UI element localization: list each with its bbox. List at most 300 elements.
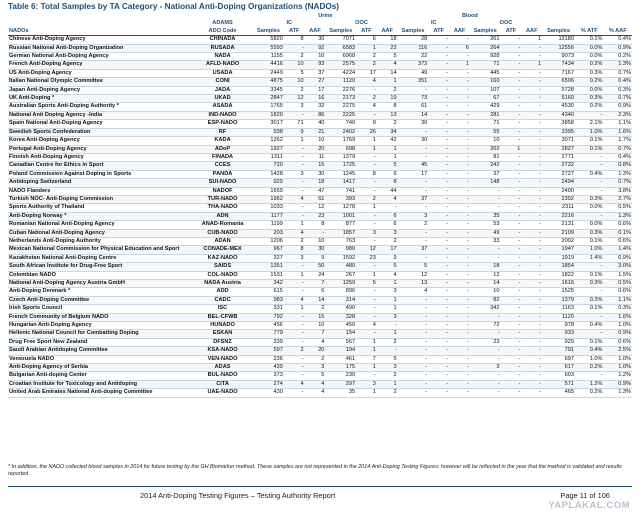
nado-name-cell: Turkish NOC- Anti-Doping Commission — [9, 195, 114, 202]
value-cell: 0.9% — [618, 380, 631, 387]
nado-name-cell: Anti-Doping Agency of Serbia — [9, 364, 89, 371]
value-cell: - — [539, 380, 542, 387]
pct-aaf-header: % AAF — [603, 28, 632, 36]
value-cell: - — [467, 288, 469, 295]
value-cell: 328 — [345, 313, 356, 320]
nado-name-cell: Hellenic National Council for Combatting Doping — [9, 330, 139, 337]
value-cell: 0.2% — [589, 61, 603, 68]
value-cell: - — [539, 313, 542, 320]
value-cell: 1.3% — [618, 389, 631, 396]
value-cell: 3 — [496, 364, 500, 371]
value-cell: - — [518, 179, 521, 186]
nado-name-cell: Finnish Anti-Doping Agency — [9, 153, 84, 160]
value-cell: - — [425, 86, 428, 93]
value-cell: 1120 — [561, 313, 574, 320]
value-cell: 0.2% — [589, 78, 603, 85]
value-cell: 0.0% — [589, 204, 603, 211]
ado-code-cell: RF — [218, 128, 227, 135]
table-row — [8, 61, 632, 69]
value-cell: - — [467, 246, 469, 253]
value-cell: 6 — [321, 288, 325, 295]
value-cell: 203 — [273, 229, 283, 236]
value-cell: 14 — [421, 111, 428, 118]
value-cell: - — [539, 389, 542, 396]
value-cell: 107 — [490, 86, 500, 93]
value-cell: - — [539, 78, 542, 85]
value-cell: 10 — [318, 53, 325, 60]
value-cell: 1 — [517, 145, 521, 152]
value-cell: 0.2% — [589, 103, 603, 110]
value-cell: 929 — [273, 179, 283, 186]
value-cell: 160 — [490, 78, 500, 85]
value-cell: 5593 — [270, 44, 283, 51]
value-cell: - — [301, 44, 304, 51]
value-cell: 1725 — [342, 162, 356, 169]
value-cell: - — [518, 237, 521, 244]
value-cell: - — [518, 153, 521, 160]
value-cell: 0.0% — [589, 221, 603, 228]
value-cell: 1259 — [342, 280, 356, 286]
value-cell: 0.7% — [618, 179, 631, 186]
value-cell: 0.4% — [618, 153, 631, 160]
value-cell: - — [394, 204, 397, 211]
value-cell: 7 — [321, 280, 325, 286]
value-cell: 23 — [493, 338, 500, 345]
value-cell: - — [518, 355, 521, 362]
blood-ic-header: IC — [430, 20, 437, 27]
value-cell: - — [539, 229, 542, 236]
table-row — [8, 254, 632, 262]
value-cell: - — [373, 86, 376, 93]
value-cell: - — [497, 195, 500, 202]
value-cell: 7 — [372, 355, 376, 362]
value-cell: 3071 — [561, 137, 574, 144]
value-cell: - — [518, 288, 521, 295]
value-cell: 6 — [393, 170, 397, 177]
nado-name-cell: United Arab Emirates National Anti-doping Committee — [9, 389, 153, 396]
nado-name-cell: Anti-Doping Norway * — [9, 212, 67, 219]
nado-name-cell: Colombian NADO — [9, 271, 56, 278]
ado-code-header: ADO Code — [192, 28, 253, 36]
nado-name-cell: Mexican National Commission for Physical Education and Sport — [9, 246, 180, 253]
value-cell: - — [539, 69, 542, 76]
value-cell: 314 — [345, 296, 356, 303]
value-cell: 698 — [345, 145, 356, 152]
value-cell: - — [425, 347, 428, 354]
value-cell: 72 — [493, 322, 500, 329]
value-cell: - — [518, 296, 521, 303]
value-cell: - — [539, 296, 542, 303]
value-cell: - — [467, 221, 469, 228]
value-cell: - — [446, 237, 449, 244]
ado-code-cell: HUNADO — [210, 322, 235, 329]
nado-name-cell: Russian National Anti-Doping Organization — [9, 44, 124, 51]
value-cell: - — [497, 246, 500, 253]
value-cell: - — [518, 254, 521, 261]
value-cell: - — [446, 288, 449, 295]
value-cell: 0.3% — [589, 195, 603, 202]
group-header-row-1 — [8, 13, 632, 20]
value-cell: 0.5% — [618, 204, 631, 211]
value-cell: - — [497, 187, 500, 194]
value-cell: - — [446, 364, 449, 371]
ado-code-cell: AFLD-NADO — [205, 61, 240, 68]
value-cell: 93 — [318, 61, 325, 68]
value-cell: 1.3% — [618, 212, 631, 219]
nado-name-cell: German National Anti-Doping Agency — [9, 53, 109, 60]
value-cell: 1854 — [561, 263, 574, 270]
value-cell: - — [425, 364, 428, 371]
value-cell: 2771 — [561, 153, 574, 160]
value-cell: 0.3% — [589, 296, 603, 303]
value-cell: 1.0% — [589, 355, 603, 362]
nado-name-cell: Chinese Anti-Doping Agency — [9, 36, 86, 43]
value-cell: 23 — [318, 212, 325, 219]
value-cell: 20 — [318, 145, 325, 152]
value-cell: 37 — [318, 69, 325, 76]
value-cell: 10 — [297, 78, 304, 85]
nado-name-cell: Romanian National Anti-Doping Agency — [9, 221, 115, 228]
value-cell: 71 — [493, 120, 500, 127]
value-cell: - — [394, 322, 397, 329]
ado-code-cell: ADN — [216, 212, 229, 219]
value-cell: 9 — [321, 254, 325, 261]
value-cell: - — [425, 296, 428, 303]
ado-code-cell: KSA-NADO — [207, 347, 238, 354]
value-cell: 242 — [490, 162, 500, 169]
value-cell: 67 — [493, 95, 500, 102]
value-cell: 15 — [318, 313, 325, 320]
value-cell: - — [467, 170, 469, 177]
value-cell: - — [446, 61, 449, 68]
value-cell: 1.6% — [618, 313, 631, 320]
value-cell: 439 — [273, 364, 283, 371]
aaf-header: AAF — [521, 28, 542, 36]
value-cell: - — [425, 153, 428, 160]
value-cell: 430 — [273, 389, 283, 396]
value-cell: 3 — [372, 229, 376, 236]
value-cell: 1857 — [342, 229, 356, 236]
value-cell: 1.0% — [589, 246, 603, 253]
value-cell: 1245 — [342, 170, 356, 177]
table-title: Table 6: Total Samples by TA Category - National Anti-Doping Organizations (NADOs) — [8, 2, 340, 11]
value-cell: - — [467, 204, 469, 211]
value-cell: 14 — [493, 280, 500, 286]
value-cell: 928 — [490, 53, 500, 60]
value-cell: - — [425, 305, 428, 312]
value-cell: 571 — [564, 380, 574, 387]
value-cell: 11 — [318, 153, 325, 160]
value-cell: - — [539, 187, 542, 194]
value-cell: 2 — [300, 53, 304, 60]
nados-header: NADOs — [8, 28, 192, 36]
value-cell: 4875 — [270, 78, 283, 85]
value-cell: 4 — [424, 288, 428, 295]
table-row — [8, 347, 632, 355]
value-cell: - — [518, 322, 521, 329]
value-cell: - — [301, 179, 304, 186]
nado-name-cell: Hungarian Anti-Doping Agency — [9, 322, 92, 329]
value-cell: 1 — [393, 330, 397, 337]
value-cell: 1.1% — [618, 296, 631, 303]
value-cell: 30 — [318, 36, 325, 43]
value-cell: 1765 — [270, 103, 283, 110]
value-cell: 4 — [393, 195, 397, 202]
value-cell: - — [539, 103, 542, 110]
value-cell: 22 — [390, 44, 397, 51]
value-cell: - — [539, 254, 542, 261]
value-cell: - — [301, 389, 304, 396]
value-cell: 0.1% — [589, 237, 603, 244]
value-cell: - — [425, 145, 428, 152]
value-cell: - — [425, 128, 428, 135]
value-cell: 791 — [564, 347, 574, 354]
value-cell: - — [446, 128, 449, 135]
nado-name-cell: Anti-Doping Denmark * — [9, 288, 71, 295]
value-cell: 1417 — [342, 179, 356, 186]
ado-code-cell: DFSNZ — [213, 338, 232, 345]
aaf-header: AAF — [305, 28, 326, 36]
nado-name-cell: Canadian Centre for Ethics in Sport — [9, 162, 104, 169]
value-cell: 0.4% — [589, 322, 603, 329]
value-cell: 264 — [490, 44, 500, 51]
value-cell: - — [539, 271, 542, 278]
value-cell: - — [467, 36, 469, 43]
value-cell: - — [446, 95, 449, 102]
value-cell: 2 — [372, 95, 376, 102]
value-cell: 1 — [372, 145, 376, 152]
value-cell: - — [497, 347, 500, 354]
footer-page-number: Page 11 of 106 — [560, 491, 610, 500]
value-cell: - — [518, 364, 521, 371]
urine-ic-header: IC — [286, 20, 293, 27]
value-cell: - — [425, 254, 428, 261]
nado-name-cell: Swedish Sports Confederation — [9, 128, 91, 135]
footer-rule — [8, 486, 632, 487]
value-cell: - — [467, 389, 469, 396]
value-cell: - — [497, 204, 500, 211]
table-row — [8, 44, 632, 52]
table-row — [8, 313, 632, 321]
value-cell: 2275 — [342, 103, 356, 110]
value-cell: 71 — [493, 61, 500, 68]
value-cell: - — [446, 86, 449, 93]
value-cell: 0.9% — [618, 254, 631, 261]
value-cell: 4 — [372, 322, 376, 329]
value-cell: 3.8% — [618, 187, 631, 194]
nado-name-cell: South African Institute for Drug-Free Sport — [9, 263, 123, 270]
value-cell: 1.5% — [618, 271, 631, 278]
value-cell: 28 — [421, 36, 428, 43]
value-cell: - — [301, 153, 304, 160]
value-cell: 3395 — [561, 128, 574, 135]
nado-name-cell: Spain National Anti-Doping Agency — [9, 120, 103, 127]
value-cell: 6583 — [342, 44, 356, 51]
table-row — [8, 128, 632, 136]
value-cell: - — [467, 78, 469, 85]
value-cell: 1 — [393, 296, 397, 303]
value-cell: 40 — [318, 120, 325, 127]
ado-code-cell: PANDA — [212, 170, 233, 177]
value-cell: 929 — [564, 338, 574, 345]
value-cell: - — [518, 195, 521, 202]
value-cell: - — [600, 187, 603, 194]
ado-code-cell: USADA — [212, 69, 233, 76]
value-cell: 1.1% — [618, 120, 631, 127]
value-cell: 2400 — [561, 187, 574, 194]
value-cell: 2 — [393, 389, 397, 396]
value-cell: 1 — [538, 61, 542, 68]
value-cell: - — [467, 179, 469, 186]
value-cell: 4530 — [561, 103, 574, 110]
nado-name-cell: National Anti-Doping Agency Austria GmbH — [9, 280, 125, 286]
value-cell: 3 — [393, 313, 397, 320]
value-cell: 82 — [493, 296, 500, 303]
value-cell: - — [518, 187, 521, 194]
value-cell: 1 — [300, 271, 304, 278]
value-cell: 373 — [273, 372, 283, 379]
value-cell: 0.0% — [589, 86, 603, 93]
value-cell: 1 — [465, 61, 469, 68]
value-cell: 1 — [372, 338, 376, 345]
value-cell: 1311 — [270, 153, 283, 160]
value-cell: 2 — [393, 237, 397, 244]
value-cell: 896 — [345, 288, 356, 295]
value-cell: - — [425, 330, 428, 337]
value-cell: - — [446, 254, 449, 261]
table-row — [8, 103, 632, 111]
value-cell: 2 — [321, 355, 325, 362]
table-row — [8, 221, 632, 229]
nado-name-cell: Antidoping Switzerland — [9, 179, 72, 186]
value-cell: 445 — [490, 69, 500, 76]
value-cell: 24 — [318, 271, 325, 278]
blood-header: Blood — [461, 13, 478, 19]
value-cell: - — [467, 162, 469, 169]
value-cell: - — [301, 111, 304, 118]
value-cell: 2494 — [561, 179, 574, 186]
value-cell: - — [497, 330, 500, 337]
nado-name-cell: Poland Commission Against Doping in Sports — [9, 170, 132, 177]
ado-code-cell: UAE-NADO — [207, 389, 238, 396]
table-row — [8, 229, 632, 237]
value-cell: - — [539, 111, 542, 118]
value-cell: 4416 — [270, 61, 283, 68]
value-cell: 2131 — [561, 221, 574, 228]
value-cell: 1962 — [270, 195, 283, 202]
value-cell: - — [373, 162, 376, 169]
value-cell: - — [539, 179, 542, 186]
value-cell: 202 — [490, 145, 500, 152]
value-cell: 1120 — [343, 78, 356, 85]
value-cell: 154 — [345, 330, 356, 337]
value-cell: - — [539, 288, 542, 295]
value-cell: 2 — [393, 120, 397, 127]
value-cell: 4340 — [561, 111, 574, 118]
value-cell: - — [518, 221, 521, 228]
value-cell: 0.6% — [618, 288, 631, 295]
value-cell: - — [446, 246, 449, 253]
value-cell: 0.1% — [618, 229, 631, 236]
value-cell: - — [446, 280, 449, 286]
value-cell: - — [539, 204, 542, 211]
value-cell: 0.2% — [589, 389, 603, 396]
value-cell: - — [373, 313, 376, 320]
value-cell: 26 — [369, 128, 376, 135]
value-cell: 10 — [493, 288, 500, 295]
value-cell: - — [467, 322, 469, 329]
ado-code-cell: ANAD-Romania — [201, 221, 244, 228]
value-cell: 261 — [490, 36, 500, 43]
value-cell: 0.8% — [618, 162, 631, 169]
value-cell: - — [600, 111, 603, 118]
value-cell: - — [301, 212, 304, 219]
table-row — [8, 36, 632, 44]
value-cell: 2 — [424, 221, 428, 228]
value-cell: - — [373, 305, 376, 312]
value-cell: 2.5% — [618, 347, 631, 354]
value-cell: 4 — [300, 296, 304, 303]
ado-code-cell: ADoP — [214, 145, 231, 152]
value-cell: - — [425, 389, 428, 396]
value-cell: - — [446, 137, 449, 144]
value-cell: - — [373, 296, 376, 303]
value-cell: - — [373, 179, 376, 186]
value-cell: - — [446, 36, 449, 43]
table-row — [8, 78, 632, 86]
value-cell: 22 — [421, 53, 428, 60]
value-cell: 116 — [418, 44, 428, 51]
table-row — [8, 137, 632, 145]
table-row — [8, 162, 632, 170]
aaf-header: AAF — [449, 28, 470, 36]
value-cell: 1919 — [561, 254, 574, 261]
value-cell: 148 — [490, 179, 500, 186]
value-cell: - — [539, 263, 542, 270]
value-cell: - — [518, 53, 521, 60]
value-cell: - — [467, 305, 469, 312]
samples-header: Samples — [325, 28, 356, 36]
value-cell: 81 — [493, 153, 500, 160]
value-cell: 32 — [318, 103, 325, 110]
value-cell: 3 — [372, 380, 376, 387]
value-cell: 465 — [564, 389, 574, 396]
value-cell: 1947 — [561, 246, 574, 253]
value-cell: 7434 — [561, 61, 574, 68]
table-row — [8, 338, 632, 346]
value-cell: 1 — [393, 153, 397, 160]
value-cell: 1199 — [270, 221, 283, 228]
value-cell: - — [539, 86, 542, 93]
value-cell: 236 — [273, 355, 283, 362]
value-cell: 37 — [421, 246, 428, 253]
value-cell: 10 — [493, 137, 500, 144]
value-cell: 281 — [490, 111, 500, 118]
value-cell: 351 — [417, 78, 428, 85]
value-cell: 44 — [390, 187, 397, 194]
value-cell: - — [467, 137, 469, 144]
value-cell: 938 — [273, 128, 283, 135]
value-cell: - — [446, 229, 449, 236]
value-cell: - — [518, 389, 521, 396]
table-row — [8, 372, 632, 380]
value-cell: - — [518, 229, 521, 236]
value-cell: 1 — [300, 305, 304, 312]
value-cell: - — [446, 195, 449, 202]
value-cell: - — [539, 162, 542, 169]
value-cell: 12556 — [558, 44, 574, 51]
value-cell: - — [518, 120, 521, 127]
